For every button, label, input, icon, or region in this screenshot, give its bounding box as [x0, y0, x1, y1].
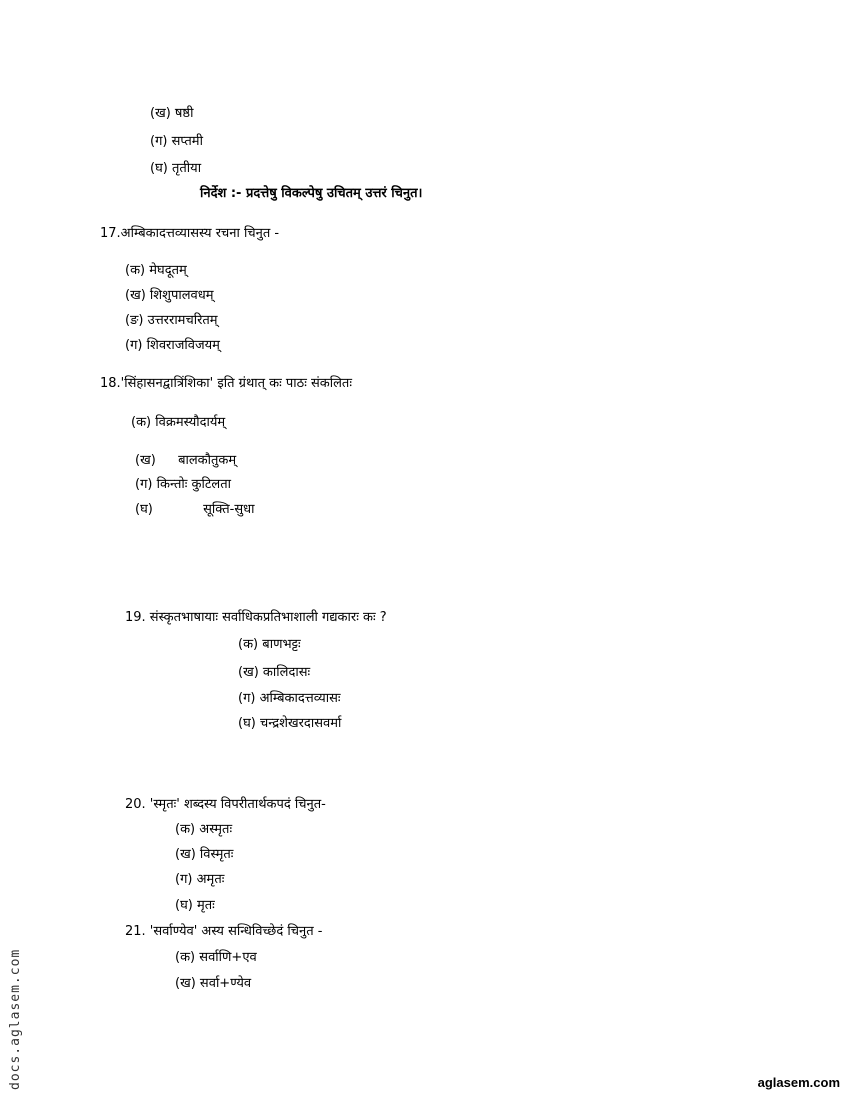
- option-marker: (ग): [125, 338, 143, 353]
- q21-option-2: [175, 976, 251, 992]
- prev-option-gha: [150, 161, 201, 177]
- q17-option-2: [125, 288, 214, 304]
- corner-watermark: aglasem.com: [757, 1075, 840, 1090]
- option-marker: (ख): [175, 976, 196, 991]
- option-marker: (ख): [175, 847, 196, 862]
- q20-option-2: [175, 847, 233, 863]
- option-text: अम्बिकादत्तव्यासः: [259, 691, 341, 706]
- option-marker: (ग): [135, 477, 153, 492]
- question-20: 20. 'स्मृतः' शब्दस्य विपरीतार्थकपदं चिनुत-: [125, 797, 326, 812]
- instruction-heading: निर्देश :- प्रदत्तेषु विकल्पेषु उचितम् उत्तरं चिनुत।: [200, 186, 423, 201]
- q18-option-3: [135, 477, 231, 493]
- option-text: सूक्ति-सुधा: [203, 502, 255, 517]
- option-text: अस्मृतः: [199, 822, 233, 837]
- option-marker: (ग): [150, 134, 168, 149]
- q21-option-1: [175, 950, 257, 966]
- option-text: अमृतः: [196, 872, 225, 887]
- option-text: मृतः: [196, 898, 215, 913]
- q20-option-4: [175, 898, 215, 914]
- q20-option-3: [175, 872, 224, 888]
- option-marker: (क): [175, 950, 196, 965]
- option-text: शिशुपालवधम्: [149, 288, 214, 303]
- side-watermark: docs.aglasem.com: [8, 948, 23, 1090]
- option-marker: (क): [131, 415, 152, 430]
- option-text: तृतीया: [171, 161, 202, 176]
- q18-option-2: [135, 453, 236, 469]
- option-text: सप्तमी: [171, 134, 203, 149]
- q17-option-1: [125, 263, 187, 279]
- q19-option-4: [238, 716, 341, 732]
- q19-option-2: [238, 665, 310, 681]
- q20-option-1: [175, 822, 232, 838]
- option-text: सर्वाणि+एव: [199, 950, 257, 965]
- option-text: षष्ठी: [174, 106, 194, 121]
- question-19: 19. संस्कृतभाषायाः सर्वाधिकप्रतिभाशाली गद्यकारः कः ?: [125, 610, 387, 625]
- option-marker: (घ): [135, 502, 153, 517]
- option-marker: (ग): [175, 872, 193, 887]
- prev-option-ga: [150, 134, 203, 150]
- option-marker: (ङ): [125, 313, 144, 328]
- option-text: कालिदासः: [262, 665, 311, 680]
- option-text: बाणभट्टः: [262, 637, 301, 652]
- option-marker: (क): [125, 263, 146, 278]
- option-marker: (क): [238, 637, 259, 652]
- option-text: विस्मृतः: [199, 847, 234, 862]
- option-text: मेघदूतम्: [149, 263, 187, 278]
- q17-option-4: [125, 338, 220, 354]
- question-18: 18.'सिंहासनद्वात्रिंशिका' इति ग्रंथात् कः पाठः संकलितः: [100, 376, 352, 391]
- option-marker: (क): [175, 822, 196, 837]
- option-text: उत्तररामचरितम्: [147, 313, 218, 328]
- option-text: सर्वा+ण्येव: [199, 976, 252, 991]
- option-marker: (घ): [150, 161, 168, 176]
- question-17: 17.अम्बिकादत्तव्यासस्य रचना चिनुत -: [100, 226, 280, 241]
- option-marker: (ख): [238, 665, 259, 680]
- option-text: विक्रमस्यौदार्यम्: [155, 415, 226, 430]
- option-marker: (ग): [238, 691, 256, 706]
- option-text: किन्तोः कुटिलता: [156, 477, 231, 492]
- option-marker: (घ): [238, 716, 256, 731]
- option-marker: (ख): [125, 288, 146, 303]
- q19-option-1: [238, 637, 301, 653]
- option-marker: (ख): [135, 453, 156, 468]
- option-text: शिवराजविजयम्: [146, 338, 220, 353]
- q17-option-3: [125, 313, 218, 329]
- option-marker: (घ): [175, 898, 193, 913]
- q18-option-1: [131, 415, 225, 431]
- option-text: बालकौतुकम्: [178, 453, 237, 468]
- q18-option-4: [135, 502, 254, 518]
- option-text: चन्द्रशेखरदासवर्मा: [259, 716, 342, 731]
- prev-option-kha: [150, 106, 193, 122]
- option-marker: (ख): [150, 106, 171, 121]
- question-21: 21. 'सर्वाण्येव' अस्य सन्धिविच्छेदं चिनुत -: [125, 924, 323, 939]
- q19-option-3: [238, 691, 341, 707]
